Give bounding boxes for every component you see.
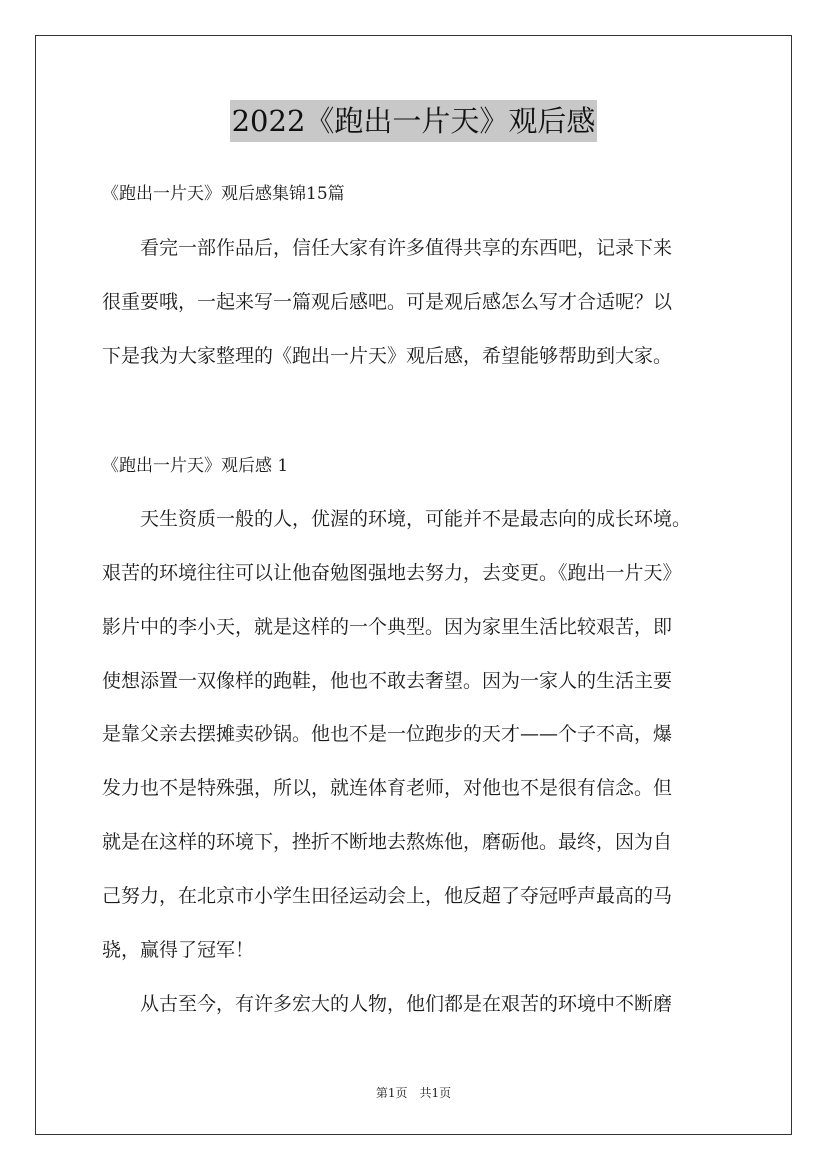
- body-line: 发力也不是特殊强，所以，就连体育老师，对他也不是很有信念。但: [102, 777, 673, 799]
- section-heading: 《跑出一片天》观后感 1: [102, 456, 289, 476]
- intro-line: 下是我为大家整理的《跑出一片天》观后感，希望能够帮助到大家。: [102, 345, 673, 367]
- page-footer: 第1页 共1页: [375, 1086, 452, 1100]
- body-line: 是靠父亲去摆摊卖砂锅。他也不是一位跑步的天才——个子不高，爆: [102, 723, 673, 745]
- document-title: 2022《跑出一片天》观后感: [230, 100, 598, 142]
- intro-line: 很重要哦，一起来写一篇观后感吧。可是观后感怎么写才合适呢？以: [102, 291, 673, 313]
- intro-line: 看完一部作品后，信任大家有许多值得共享的东西吧，记录下来: [102, 237, 673, 259]
- body-line: 使想添置一双像样的跑鞋，他也不敢去奢望。因为一家人的生活主要: [102, 670, 673, 692]
- body-line: 从古至今，有许多宏大的人物，他们都是在艰苦的环境中不断磨: [102, 993, 673, 1015]
- body-line: 己努力，在北京市小学生田径运动会上，他反超了夺冠呼声最高的马: [102, 885, 673, 907]
- body-line: 艰苦的环境往往可以让他奋勉图强地去努力，去变更。《跑出一片天》: [102, 562, 682, 584]
- body-line: 骁，赢得了冠军！: [102, 939, 255, 961]
- body-line: 影片中的李小天，就是这样的一个典型。因为家里生活比较艰苦，即: [102, 616, 673, 638]
- body-line: 就是在这样的环境下，挫折不断地去熬炼他，磨砺他。最终，因为自: [102, 831, 673, 853]
- body-line: 天生资质一般的人，优渥的环境，可能并不是最志向的成长环境。: [102, 508, 692, 530]
- document-title-wrap: [0, 100, 827, 142]
- document-subtitle: 《跑出一片天》观后感集锦15篇: [102, 184, 345, 204]
